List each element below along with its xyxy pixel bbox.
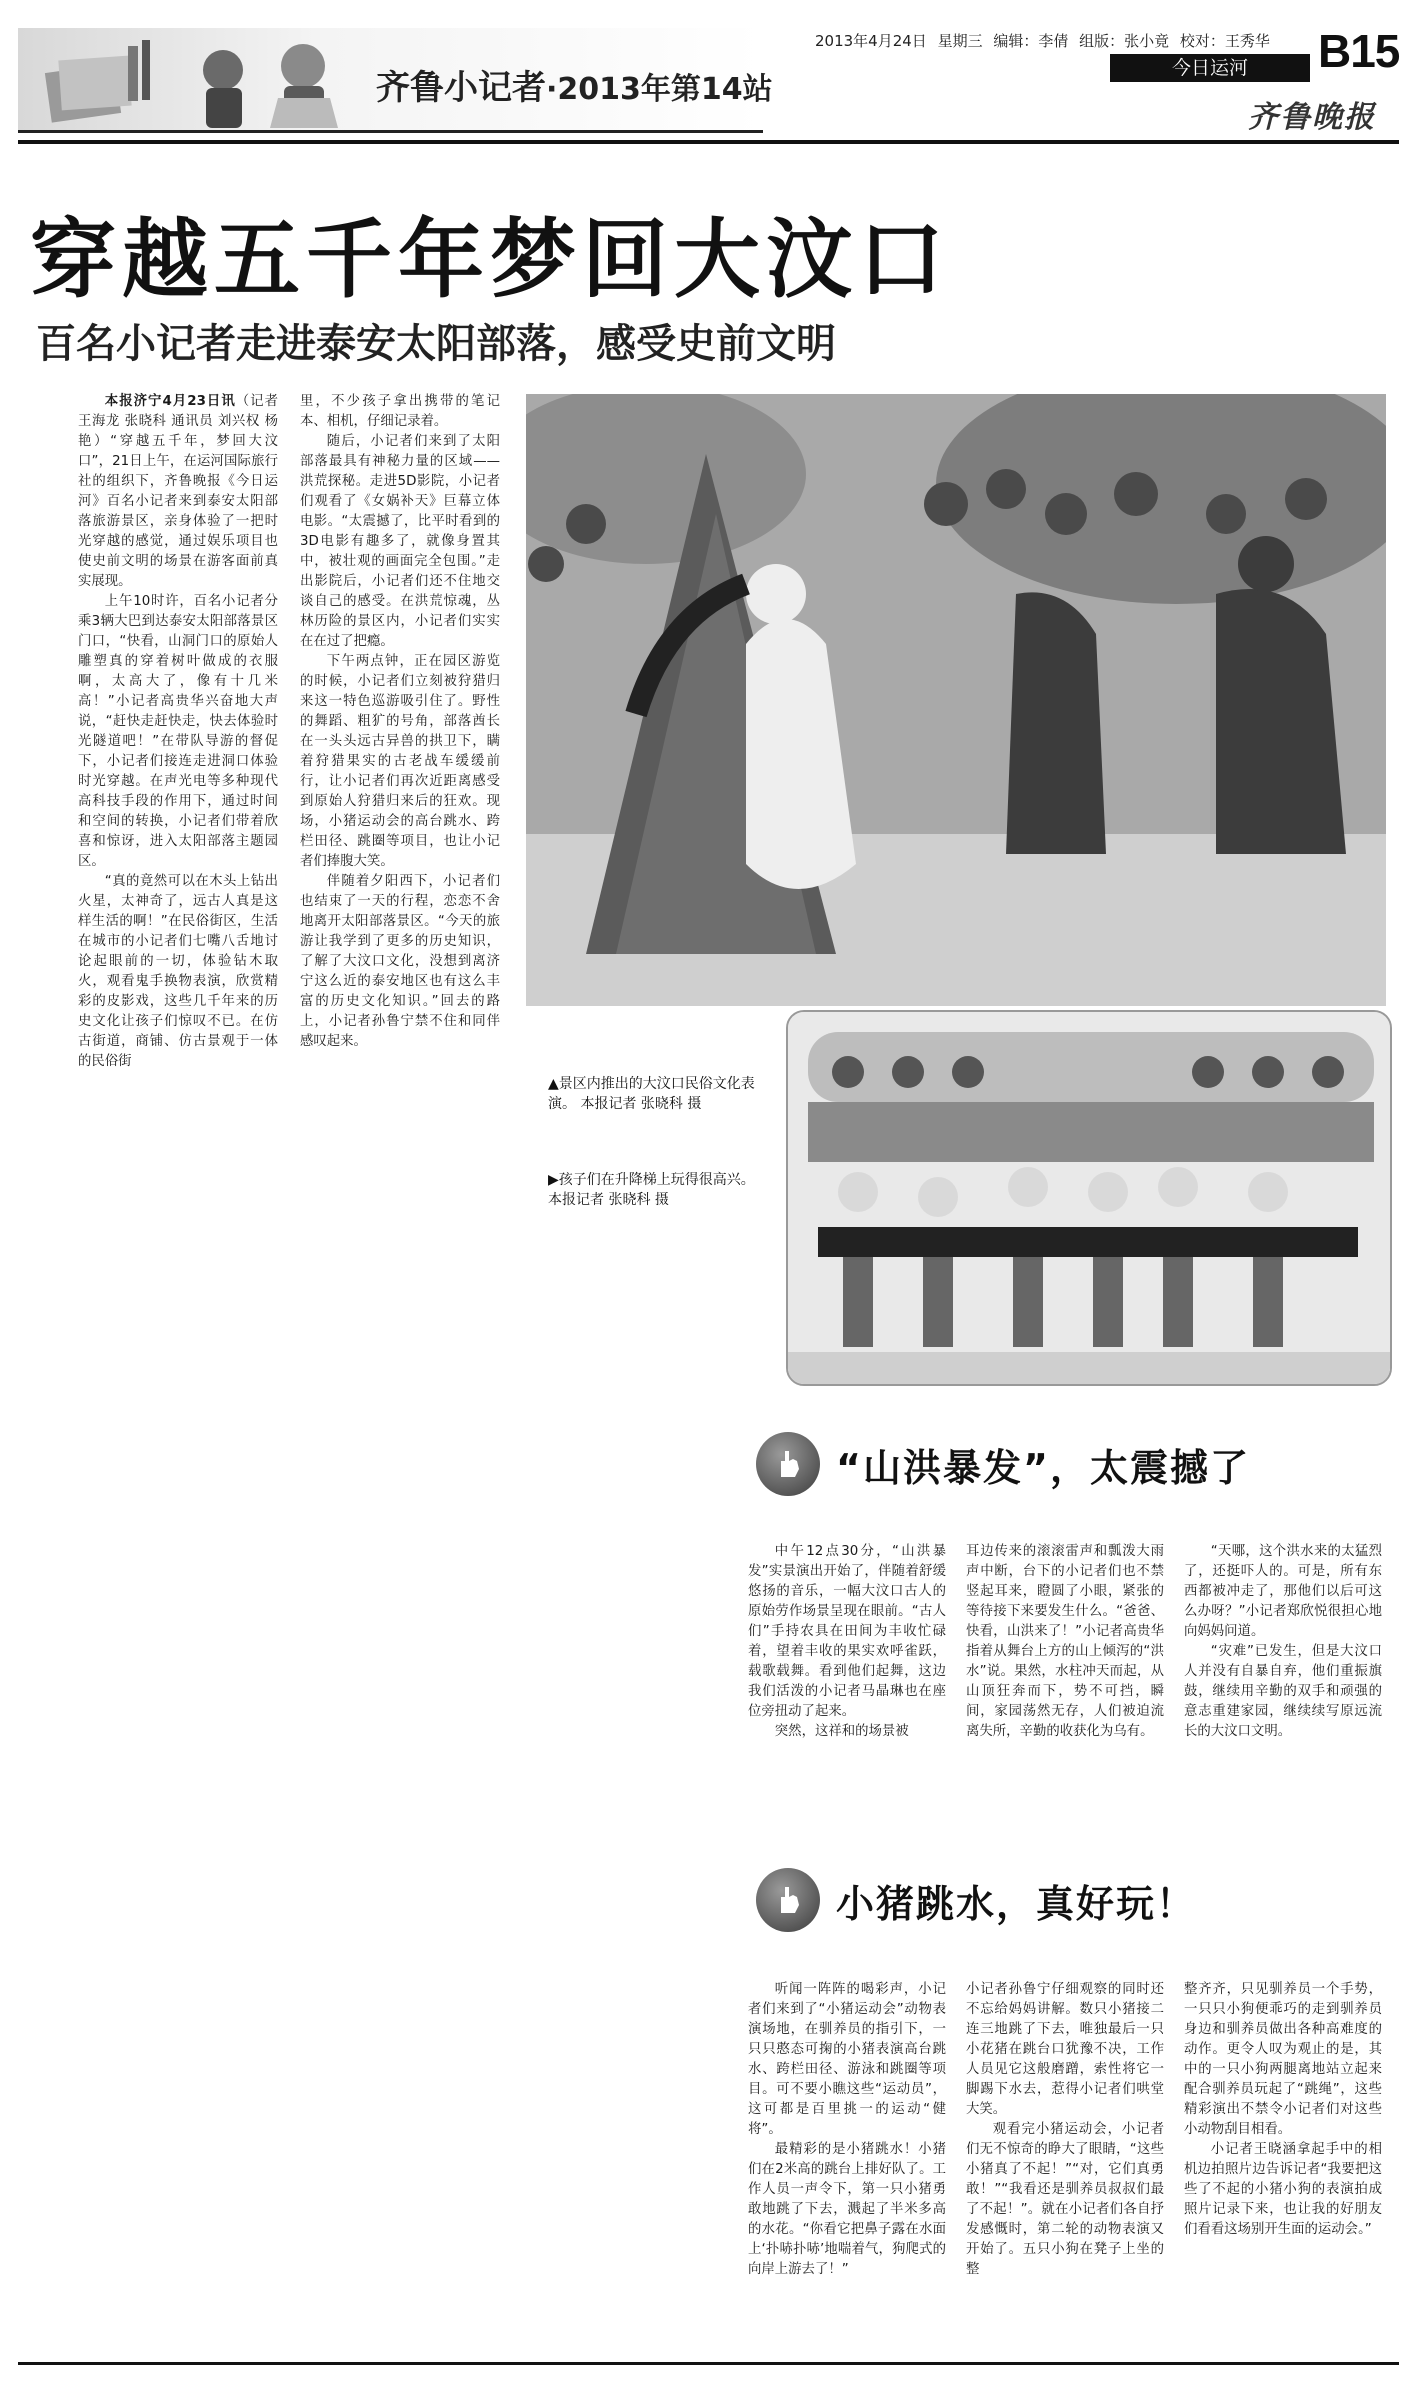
paragraph: 听闻一阵阵的喝彩声，小记者们来到了“小猪运动会”动物表演场地，在驯养员的指引下，一只只憨态可掬的小猪表演高台跳水、跨栏田径、游泳和跳圈等项目。可不要小瞧这些“运动员”，这可都是百里挑一的运动“健将”。	[748, 1982, 946, 2137]
flood-column-1	[748, 1542, 946, 1742]
section-banner	[18, 28, 773, 133]
pig-column-3	[1184, 1980, 1382, 2240]
hand-pointer-icon	[756, 1432, 820, 1496]
stop-label: ·2013年第14站	[546, 72, 773, 107]
flood-section-title: “山洪暴发”，太震撼了	[836, 1445, 1250, 1490]
hand-pointer-icon	[756, 1868, 820, 1932]
paragraph: 中午12点30分，“山洪暴发”实景演出开始了，伴随着舒缓悠扬的音乐，一幅大汶口古人的原始劳作场景呈现在眼前。“古人们”手持农具在田间为丰收忙碌着，望着丰收的果实欢呼雀跃，载歌载舞。看到他们起舞，这边我们活泼的小记者马晶琳也在座位旁扭动了起来。	[748, 1544, 946, 1719]
article-column-1	[78, 392, 278, 1072]
paragraph: “灾难”已发生，但是大汶口人并没有自暴自弃，他们重振旗鼓，继续用辛勤的双手和顽强的意志重建家园，继续续写原远流长的大汶口文明。	[1184, 1644, 1382, 1739]
page-header	[0, 0, 1417, 145]
paragraph: 突然，这祥和的场景被	[774, 1724, 909, 1739]
paragraph: 最精彩的是小猪跳水！小猪们在2米高的跳台上排好队了。工作人员一声令下，第一只小猪勇敢地跳了下去，溅起了半米多高的水花。“你看它把鼻子露在水面上‘扑哧扑哧’地喘着气，狗爬式的向岸上游去了！”	[748, 2142, 946, 2277]
drop-tower-ride-photo	[786, 1010, 1392, 1386]
paragraph: 下午两点钟，正在园区游览的时候，小记者们立刻被狩猎归来这一特色巡游吸引住了。野性的舞蹈、粗犷的号角，部落酋长在一头头远古异兽的拱卫下，瞒着狩猎果实的古老战车缓缓前行，让小记者们再次近距离感受到原始人狩猎归来后的狂欢。现场，小猪运动会的高台跳水、跨栏田径、跳圈等项目，也让小记者们捧腹大笑。	[300, 654, 500, 869]
paragraph: 观看完小猪运动会，小记者们无不惊奇的睁大了眼睛，“这些小猪真了不起！”“对，它们真勇敢！”“我看还是驯养员叔叔们最了不起！”。就在小记者们各自抒发感慨时，第二轮的动物表演又开始了。五只小狗在凳子上坐的整	[966, 2122, 1164, 2277]
subheadline: 百名小记者走进泰安太阳部落，感受史前文明	[36, 321, 836, 367]
paragraph: “真的竟然可以在木头上钻出火星，太神奇了，远古人真是这样生活的啊！”在民俗街区，生活在城市的小记者们七嘴八舌地讨论起眼前的一切，体验钻木取火，观看鬼手换物表演，欣赏精彩的皮影戏，这些几千年来的历史文化让孩子们惊叹不已。在仿古街道，商铺、仿古景观于一体的民俗街	[78, 874, 278, 1069]
dateline: 本报济宁4月23日讯	[104, 394, 236, 409]
dance-performance-photo	[526, 394, 1386, 1006]
ride-scene	[788, 1012, 1392, 1386]
page-code: B15	[1318, 25, 1400, 77]
headline: 穿越五千年梦回大汶口	[30, 210, 950, 310]
paragraph: 伴随着夕阳西下，小记者们也结束了一天的行程，恋恋不舍地离开太阳部落景区。“今天的旅游让我学到了更多的历史知识，了解了大汶口文化，没想到离济宁这么近的泰安地区也有这么丰富的历史文化知识。”回去的路上，小记者孙鲁宁禁不住和同伴感叹起来。	[300, 874, 500, 1049]
paragraph: 小记者王晓涵拿起手中的相机边拍照片边告诉记者“我要把这些了不起的小猪小狗的表演拍成照片记录下来，也让我的好朋友们看看这场别开生面的运动会。”	[1184, 2142, 1382, 2237]
paragraph: 上午10时许，百名小记者分乘3辆大巴到达泰安太阳部落景区门口，“快看，山洞门口的原始人雕塑真的穿着树叶做成的衣服啊，太高大了，像有十几米高！”小记者高贵华兴奋地大声说，“赶快走赶快走，快去体验时光隧道吧！”在带队导游的督促下，小记者们接连走进洞口体验时光穿越。在声光电等多种现代高科技手段的作用下，通过时间和空间的转换，小记者们带着欣喜和惊讶，进入太阳部落主题园区。	[78, 594, 278, 869]
paragraph: 整齐齐，只见驯养员一个手势，一只只小狗便乖巧的走到驯养员身边和驯养员做出各种高难度的动作。更令人叹为观止的是，其中的一只小狗两腿离地站立起来配合驯养员玩起了“跳绳”，这些精彩演出不禁令小记者们对这些小动物刮目相看。	[1184, 1982, 1382, 2137]
issue-meta: 2013年4月24日 星期三 编辑：李倩 组版：张小竟 校对：王秀华	[815, 32, 1270, 50]
main-photo-caption: ▲景区内推出的大汶口民俗文化表演。 本报记者 张晓科 摄	[548, 1076, 755, 1112]
header-rule	[18, 140, 1399, 144]
section-title	[376, 60, 773, 109]
photo-scene	[526, 394, 1386, 1006]
column-name: 今日运河	[1110, 54, 1310, 82]
paragraph: “天哪，这个洪水来的太猛烈了，还挺吓人的。可是，所有东西都被冲走了，那他们以后可这么办呀？”小记者郑欣悦很担心地向妈妈问道。	[1184, 1544, 1382, 1639]
pig-section-title: 小猪跳水，真好玩！	[836, 1881, 1197, 1926]
flood-column-2	[966, 1542, 1164, 1742]
section-name: 齐鲁小记者	[376, 68, 546, 108]
banner-illustration	[38, 28, 358, 133]
pig-column-1	[748, 1980, 946, 2280]
paragraph: （记者 王海龙 张晓科 通讯员 刘兴权 杨艳）“穿越五千年，梦回大汶口”，21日上午，在运河国际旅行社的组织下，齐鲁晚报《今日运河》百名小记者来到泰安太阳部落旅游景区，亲身体验了一把时光穿越的感觉，通过娱乐项目也使史前文明的场景在游客面前真实展现。	[78, 394, 278, 589]
flood-column-3	[1184, 1542, 1382, 1742]
paragraph: 里，不少孩子拿出携带的笔记本、相机，仔细记录着。	[300, 394, 500, 429]
paragraph: 随后，小记者们来到了太阳部落最具有神秘力量的区域——洪荒探秘。走进5D影院，小记者们观看了《女娲补天》巨幕立体电影。“太震撼了，比平时看到的3D电影有趣多了，就像身置其中，被壮观的画面完全包围。”走出影院后，小记者们还不住地交谈自己的感受。在洪荒惊魂，丛林历险的景区内，小记者们实实在在过了把瘾。	[300, 434, 500, 649]
article-column-2	[300, 392, 500, 1052]
pig-section-heading	[756, 1868, 1196, 1932]
ride-photo-caption: ▶孩子们在升降梯上玩得很高兴。 本报记者 张晓科 摄	[548, 1172, 755, 1208]
flood-section-heading	[756, 1432, 1250, 1496]
footer-rule	[18, 2362, 1399, 2365]
paper-logo: 齐鲁晚报	[1248, 100, 1376, 135]
paragraph: 耳边传来的滚滚雷声和瓢泼大雨声中断，台下的小记者们也不禁竖起耳来，瞪圆了小眼，紧张的等待接下来要发生什么。“爸爸、快看，山洪来了！”小记者高贵华指着从舞台上方的山上倾泻的“洪水”说。果然，水柱冲天而起，从山顶狂奔而下，势不可挡，瞬间，家园荡然无存，人们被迫流离失所，辛勤的收获化为乌有。	[966, 1544, 1164, 1739]
paragraph: 小记者孙鲁宁仔细观察的同时还不忘给妈妈讲解。数只小猪接二连三地跳了下去，唯独最后一只小花猪在跳台口犹豫不决，工作人员见它这般磨蹭，索性将它一脚踢下水去，惹得小记者们哄堂大笑。	[966, 1982, 1164, 2117]
pig-column-2	[966, 1980, 1164, 2280]
